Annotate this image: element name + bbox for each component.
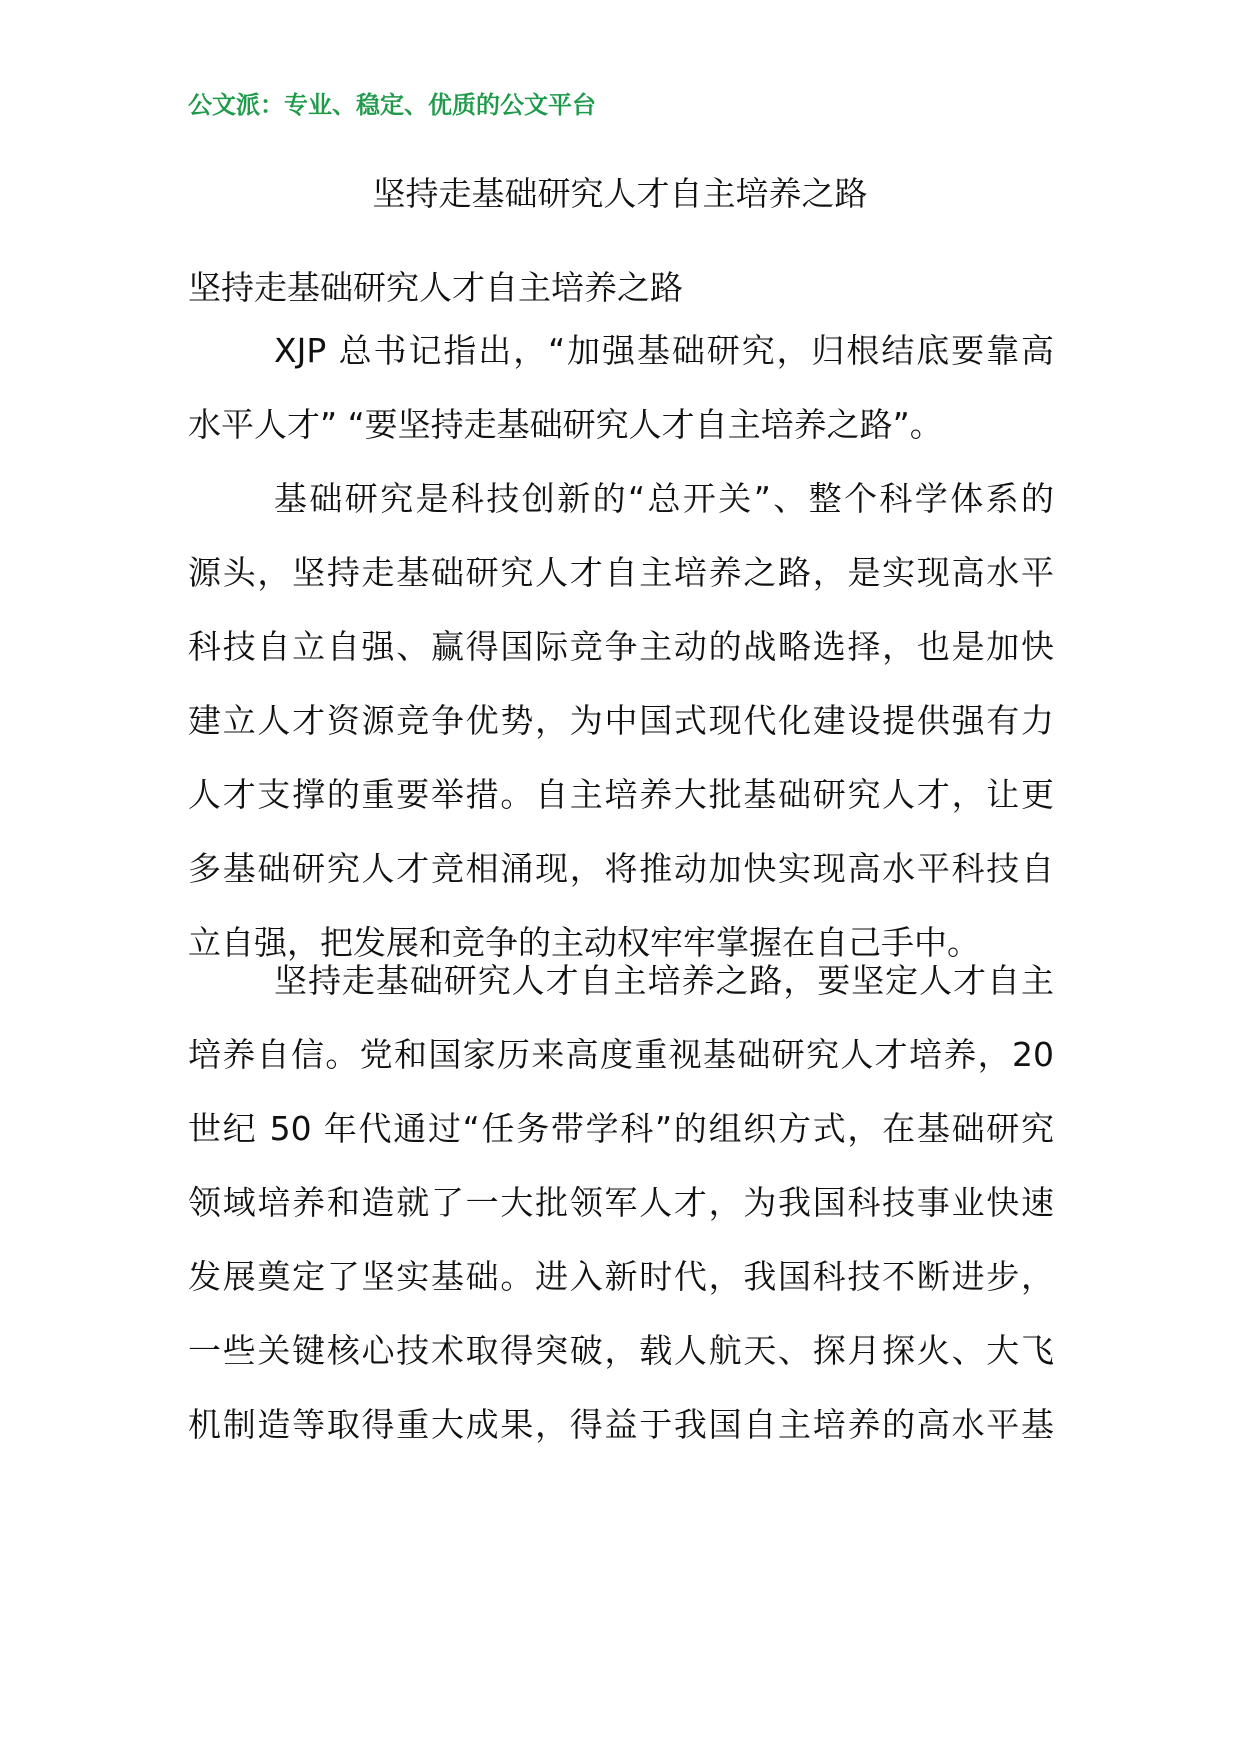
paragraph-line: 培养自信。党和国家历来高度重视基础研究人才培养，20 [188,1035,1054,1074]
paragraph-3 [188,944,1054,1462]
paragraph-line: 机制造等取得重大成果，得益于我国自主培养的高水平基 [188,1405,1054,1444]
paragraph-line: 基础研究是科技创新的“总开关”、整个科学体系的 [274,479,1054,518]
paragraph-line: 多基础研究人才竞相涌现，将推动加快实现高水平科技自 [188,849,1054,888]
paragraph-line: 水平人才” “要坚持走基础研究人才自主培养之路”。 [188,405,943,444]
paragraph-1 [188,314,1054,462]
document-subtitle: 坚持走基础研究人才自主培养之路 [188,268,683,307]
paragraph-line: 一些关键核心技术取得突破，载人航天、探月探火、大飞 [188,1331,1054,1370]
paragraph-line: 源头，坚持走基础研究人才自主培养之路，是实现高水平 [188,553,1054,592]
site-banner: 公文派：专业、稳定、优质的公文平台 [188,91,596,119]
paragraph-line: 世纪 50 年代通过“任务带学科”的组织方式，在基础研究 [188,1109,1054,1148]
paragraph-2 [188,462,1054,980]
paragraph-line: 立自强，把发展和竞争的主动权牢牢掌握在自己手中。 [188,923,980,962]
paragraph-line: 人才支撑的重要举措。自主培养大批基础研究人才，让更 [188,775,1054,814]
paragraph-line: 坚持走基础研究人才自主培养之路，要坚定人才自主 [274,961,1054,1000]
paragraph-line: 领域培养和造就了一大批领军人才，为我国科技事业快速 [188,1183,1054,1222]
paragraph-line: XJP 总书记指出，“加强基础研究，归根结底要靠高 [274,331,1054,370]
paragraph-line: 科技自立自强、赢得国际竞争主动的战略选择，也是加快 [188,627,1054,666]
paragraph-line: 发展奠定了坚实基础。进入新时代，我国科技不断进步， [188,1257,1054,1296]
document-title: 坚持走基础研究人才自主培养之路 [372,174,868,213]
paragraph-line: 建立人才资源竞争优势，为中国式现代化建设提供强有力 [188,701,1054,740]
